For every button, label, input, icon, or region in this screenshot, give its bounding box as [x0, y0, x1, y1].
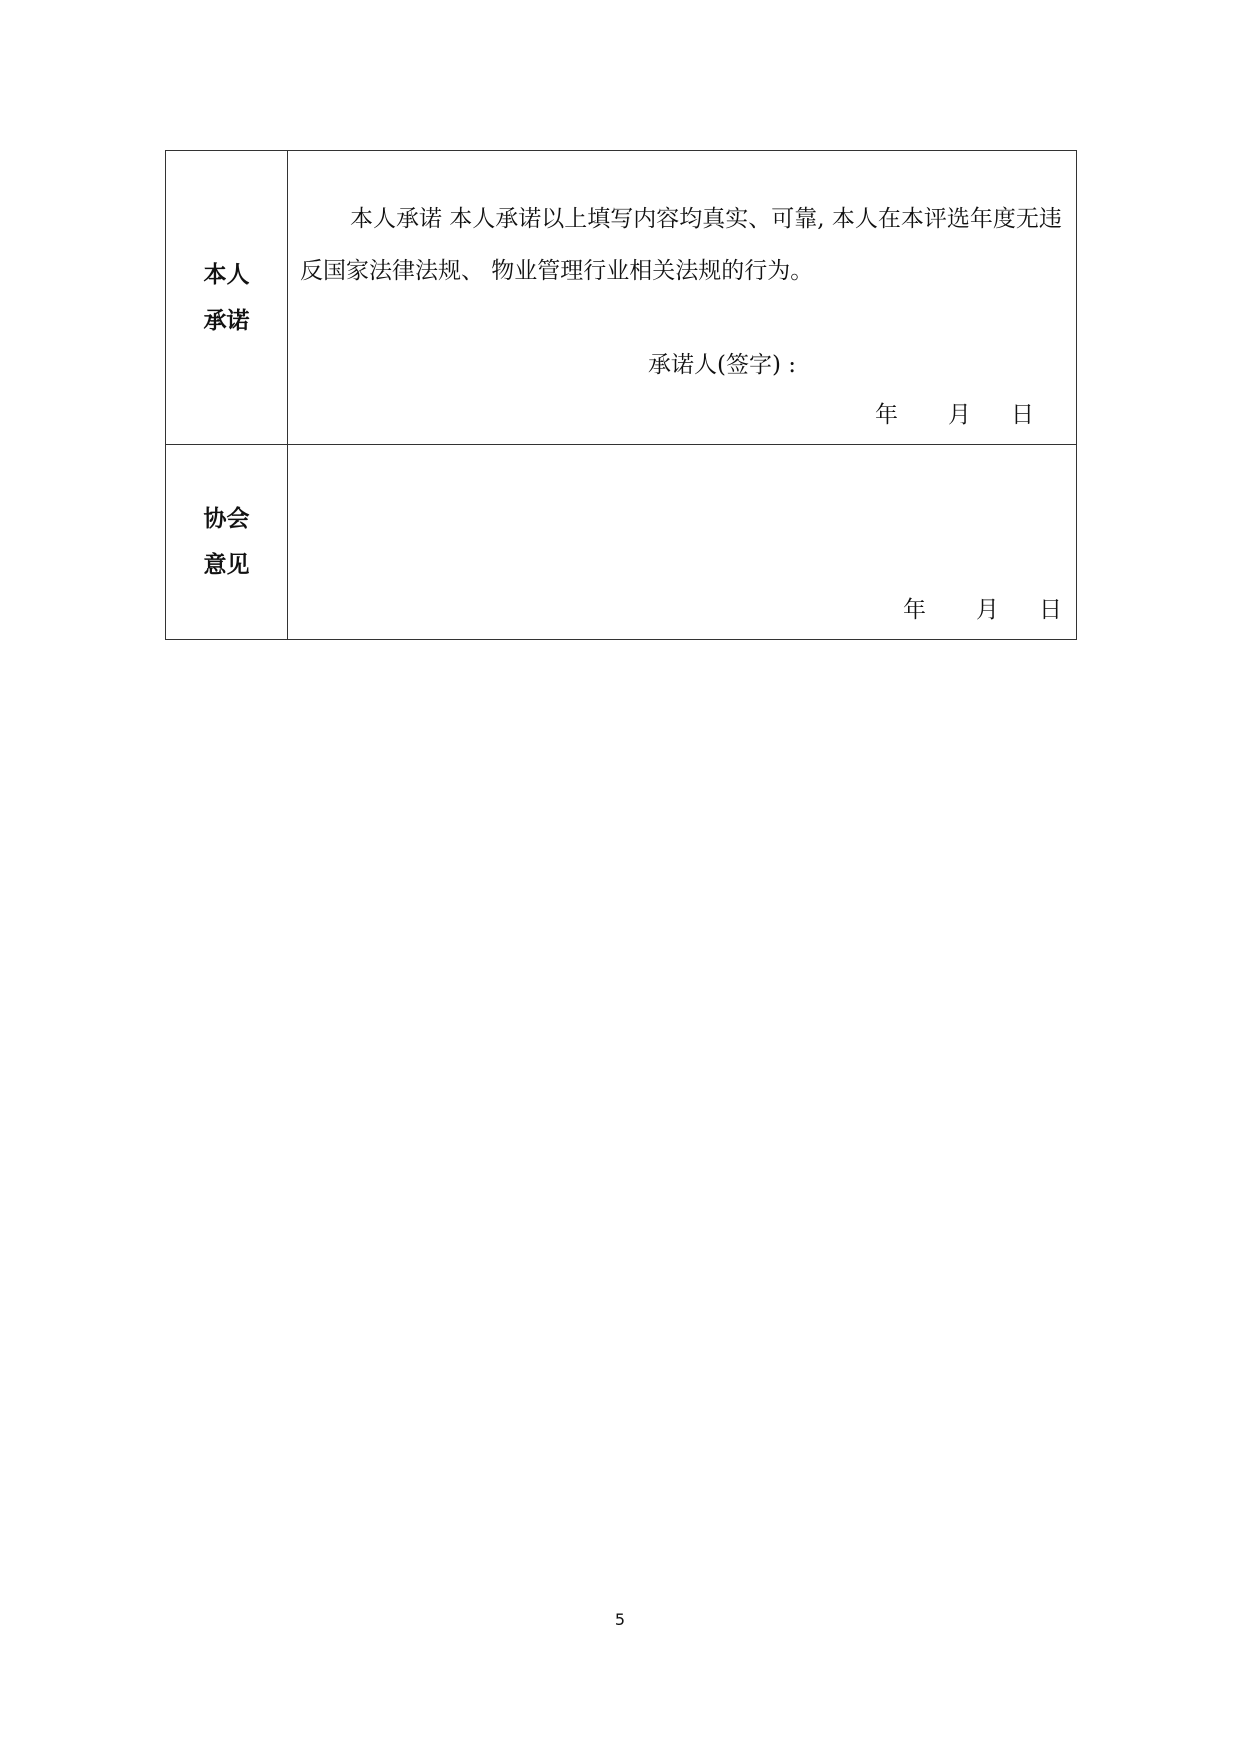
- opinion-content-cell: [288, 445, 1076, 639]
- opinion-label-line1: 协会: [203, 506, 250, 532]
- opinion-date-month: 月: [976, 597, 999, 623]
- signer-label: 承诺人(签字) :: [648, 352, 797, 378]
- pledge-label-line1: 本人: [203, 261, 250, 288]
- opinion-date-day: 日: [1039, 597, 1062, 623]
- pledge-date-line: [875, 396, 1034, 429]
- opinion-date-line: [903, 591, 1062, 624]
- opinion-date-year: 年: [903, 597, 926, 623]
- pledge-date-day: 日: [1011, 402, 1034, 428]
- pledge-date-month: 月: [948, 402, 971, 428]
- pledge-label-line2: 承诺: [203, 307, 250, 334]
- opinion-label-line2: 意见: [203, 552, 250, 578]
- form-table: [165, 150, 1077, 640]
- page-number: 5: [614, 1610, 626, 1629]
- pledge-date-year: 年: [875, 402, 898, 428]
- opinion-row: [166, 444, 1076, 639]
- pledge-row: [166, 151, 1076, 444]
- pledge-content-cell: [288, 151, 1076, 444]
- opinion-label-cell: [166, 445, 288, 639]
- pledge-text: 本人承诺 本人承诺以上填写内容均真实、可靠, 本人在本评选年度无违反国家法律法规、 物业管理行业相关法规的行为。: [300, 206, 1062, 284]
- pledge-label-cell: [166, 151, 288, 444]
